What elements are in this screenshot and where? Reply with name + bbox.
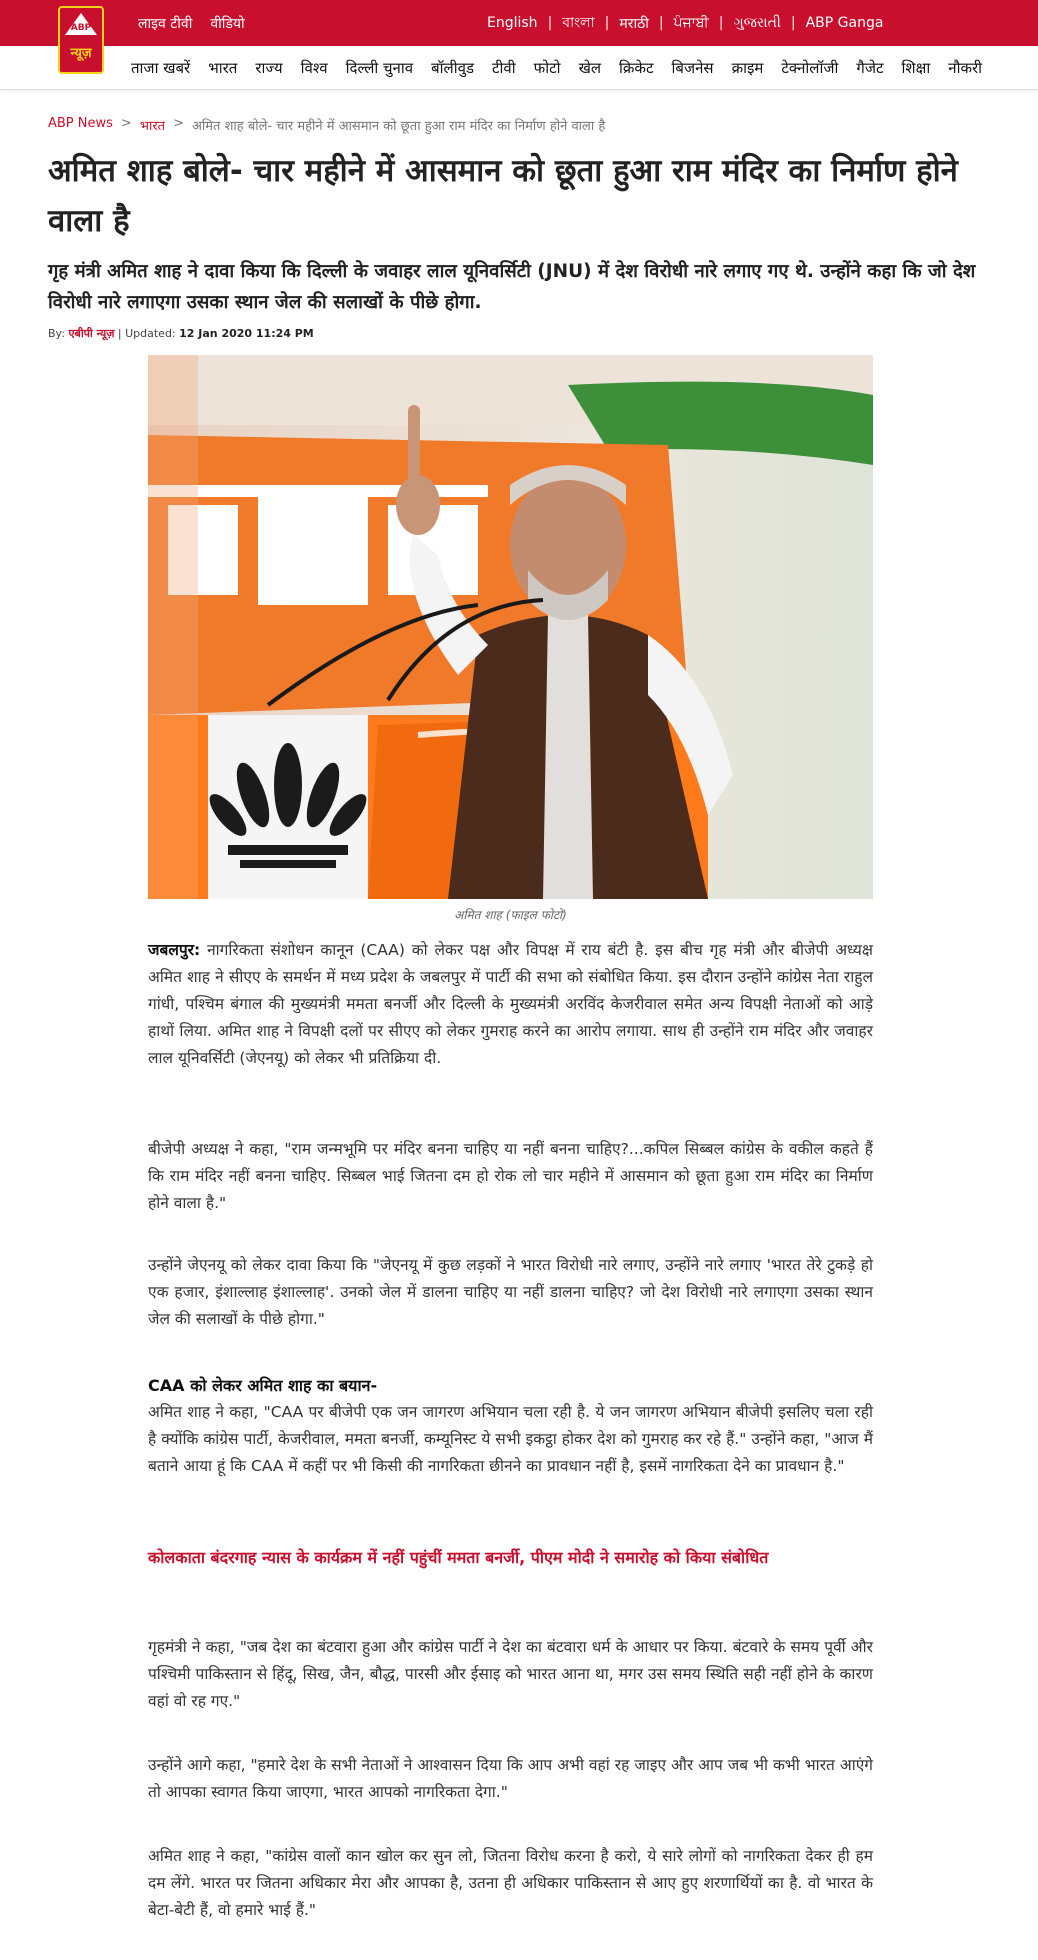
nav-item-education[interactable]: शिक्षा: [901, 59, 931, 77]
separator: |: [718, 15, 724, 31]
nav-item-sports[interactable]: खेल: [578, 59, 602, 77]
nav-item-tv[interactable]: टीवी: [491, 59, 516, 77]
dateline: जबलपुर:: [148, 941, 201, 959]
live-tv-link[interactable]: लाइव टीवी: [138, 15, 193, 32]
breadcrumb-separator-icon: >: [173, 116, 184, 131]
by-label: By:: [48, 327, 65, 340]
article-paragraph-6: उन्होंने आगे कहा, "हमारे देश के सभी नेताओं ने आश्वासन दिया कि आप अभी वहां रह जाइए और आप जब भी कभी भारत आएंगे तो आपका स्वागत किया जाएगा, भारत आपको नागरिकता देगा.": [148, 1756, 873, 1801]
author-link[interactable]: एबीपी न्यूज़: [68, 327, 115, 340]
separator: |: [547, 15, 553, 31]
logo-abp-text: ABP: [70, 23, 92, 33]
nav-item-india[interactable]: भारत: [208, 59, 238, 77]
article-summary: गृह मंत्री अमित शाह ने दावा किया कि दिल्ली के जवाहर लाल यूनिवर्सिटी (JNU) में देश विरोधी नारे लगाए गए थे. उन्होंने कहा कि जो देश विरोधी नारे लगाएगा उसका स्थान जेल की सलाखों के पीछे होगा.: [48, 261, 976, 313]
paragraph-text: नागरिकता संशोधन कानून (CAA) को लेकर पक्ष और विपक्ष में राय बंटी है. इस बीच गृह मंत्री और बीजेपी अध्यक्ष अमित शाह ने सीएए के समर्थन में मध्य प्रदेश के जबलपुर में पार्टी की सभा को संबोधित किया. इस दौरान उन्होंने कांग्रेस नेता राहुल गांधी, पश्चिम बंगाल की मुख्यमंत्री ममता बनर्जी और दिल्ली के मुख्यमंत्री अरविंद केजरीवाल समेत अन्य विपक्षी नेताओं को आड़े हाथों लिया. अमित शाह ने विपक्षी दलों पर सीएए को लेकर गुमराह करने का आरोप लगाया. साथ ही उन्होंने राम मंदिर और जवाहर लाल यूनिवर्सिटी (जेएनयू) को लेकर भी प्रतिक्रिया दी.: [148, 941, 874, 1067]
article-hero-image: [148, 355, 873, 899]
section-heading: CAA को लेकर अमित शाह का बयान-: [148, 1376, 378, 1395]
nav-item-states[interactable]: राज्य: [255, 59, 283, 77]
top-bar: [0, 0, 1038, 46]
article-paragraph-1: [148, 937, 873, 1072]
nav-item-technology[interactable]: टेक्नोलॉजी: [781, 59, 839, 77]
breadcrumb-home[interactable]: ABP News: [48, 116, 113, 131]
nav-item-gadget[interactable]: गैजेट: [856, 59, 884, 77]
image-caption: अमित शाह (फाइल फोटो): [454, 908, 567, 922]
article-paragraph-5: गृहमंत्री ने कहा, "जब देश का बंटवारा हुआ और कांग्रेस पार्टी ने देश का बंटवारा धर्म के आधार पर किया. बंटवारे के समय पूर्वी और पश्चिमी पाकिस्तान से हिंदू, सिख, जैन, बौद्ध, पारसी और ईसाइ को भारत आना था, मगर उस समय स्थिति सही नहीं होने के कारण वहां वो रह गए.": [148, 1638, 873, 1710]
article-section-caa: [148, 1372, 873, 1480]
logo-news-text: न्यूज़: [70, 46, 92, 61]
separator: |: [604, 15, 610, 31]
video-link[interactable]: वीडियो: [210, 15, 245, 32]
article-paragraph-7: अमित शाह ने कहा, "कांग्रेस वालों कान खोल कर सुन लो, जितना विरोध करना है करो, ये सारे लोगों को नागरिकता देकर ही हम दम लेंगे. भारत पर जितना अधिकार मेरा और आपका है, उतना ही अधिकार पाकिस्तान से आए हुए शरणार्थियों का है. वो भारत के बेटा-बेटी हैं, वो हमारे भाई हैं.": [148, 1847, 873, 1919]
nav-item-delhi-election[interactable]: दिल्ली चुनाव: [345, 59, 414, 77]
nav-item-crime[interactable]: क्राइम: [731, 59, 764, 77]
breadcrumb-current: अमित शाह बोले- चार महीने में आसमान को छूता हुआ राम मंदिर का निर्माण होने वाला है: [191, 119, 606, 134]
lang-english[interactable]: English: [487, 15, 538, 31]
nav-item-photo[interactable]: फोटो: [533, 59, 561, 77]
lang-gujarati[interactable]: ગુજરાતી: [733, 15, 781, 31]
breadcrumb-separator-icon: >: [120, 116, 132, 131]
article-paragraph-3: उन्होंने जेएनयू को लेकर दावा किया कि "जेएनयू में कुछ लड़कों ने भारत विरोधी नारे लगाए, उन्होंने नारे लगाए 'भारत तेरे टुकड़े हो एक हजार, इंशाल्लाह इंशाल्लाह'. उनको जेल में डालना चाहिए या नहीं डालना चाहिए? जो देश विरोधी नारे लगाएगा उसका स्थान जेल की सलाखों के पीछे होगा.": [148, 1256, 873, 1328]
updated-label: | Updated:: [117, 327, 176, 340]
related-article-link[interactable]: कोलकाता बंदरगाह न्यास के कार्यक्रम में नहीं पहुंचीं ममता बनर्जी, पीएम मोदी ने समारोह को किया संबोधित: [148, 1548, 769, 1567]
lang-marathi[interactable]: मराठी: [619, 15, 649, 32]
abp-news-logo[interactable]: [58, 6, 104, 74]
article-title: अमित शाह बोले- चार महीने में आसमान को छूता हुआ राम मंदिर का निर्माण होने वाला है: [48, 153, 958, 239]
lang-punjabi[interactable]: ਪੰਜਾਬੀ: [673, 15, 709, 31]
breadcrumb: [48, 116, 605, 134]
article-paragraph-2: बीजेपी अध्यक्ष ने कहा, "राम जन्मभूमि पर मंदिर बनना चाहिए या नहीं बनना चाहिए?...कपिल सिब्बल कांग्रेस के वकील कहते हैं कि राम मंदिर नहीं बनना चाहिए. सिब्बल भाई जितना दम हो रोक लो चार महीने में आसमान को छूता हुआ राम मंदिर का निर्माण होने वाला है.": [148, 1140, 873, 1212]
breadcrumb-section[interactable]: भारत: [139, 119, 166, 134]
nav-item-world[interactable]: विश्व: [300, 59, 328, 77]
nav-item-jobs[interactable]: नौकरी: [948, 59, 983, 77]
language-links: [487, 0, 883, 46]
separator: |: [790, 15, 796, 31]
nav-item-bollywood[interactable]: बॉलीवुड: [431, 59, 474, 77]
lang-bangla[interactable]: বাংলা: [562, 15, 595, 31]
category-nav: [0, 46, 1038, 90]
top-left-links: [138, 0, 245, 46]
updated-date: 12 Jan 2020 11:24 PM: [179, 327, 314, 340]
separator: |: [658, 15, 664, 31]
hero-photo-illustration: [148, 355, 873, 899]
byline: [48, 326, 314, 341]
nav-item-latest[interactable]: ताजा खबरें: [131, 59, 191, 77]
lang-abp-ganga[interactable]: ABP Ganga: [805, 15, 884, 31]
paragraph-text: अमित शाह ने कहा, "CAA पर बीजेपी एक जन जागरण अभियान चला रही है. ये जन जागरण अभियान बीजेपी इसलिए चला रही है क्योंकि कांग्रेस पार्टी, केजरीवाल, ममता बनर्जी, कम्यूनिस्ट ये सभी इकट्ठा होकर देश को गुमराह कर रहे हैं." उन्होंने कहा, "आज मैं बताने आया हूं कि CAA में कहीं पर भी किसी की नागरिकता छीनने का प्रावधान नहीं है, इसमें नागरिकता देने का प्रावधान है.": [148, 1403, 873, 1475]
nav-item-cricket[interactable]: क्रिकेट: [619, 59, 654, 77]
nav-item-business[interactable]: बिजनेस: [671, 59, 714, 77]
